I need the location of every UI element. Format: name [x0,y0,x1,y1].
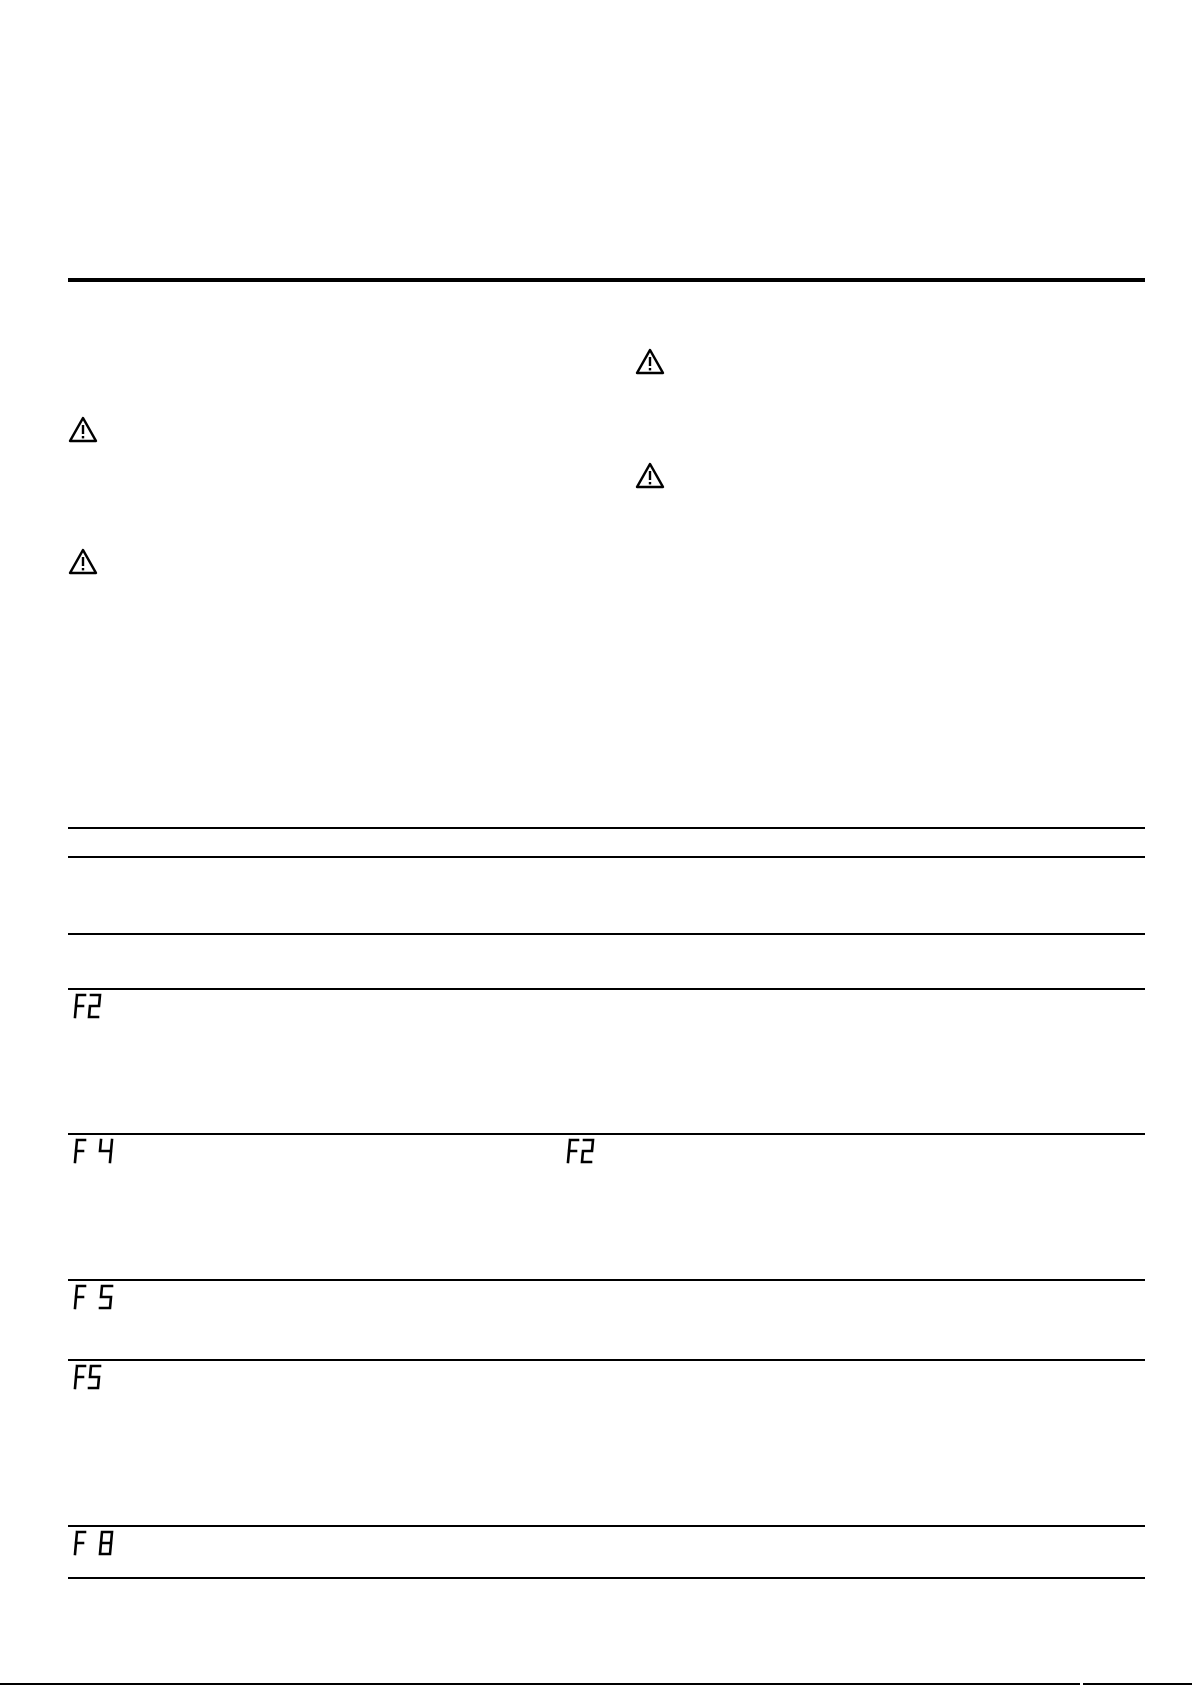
table-row-code [71,1530,117,1558]
table-row-rule [68,1133,1145,1135]
warning-triangle-icon [635,462,665,489]
table-row-rule [68,988,1145,990]
header-rule [68,278,1145,282]
table-bottom-rule [68,1577,1145,1579]
table-header-rule [68,856,1145,858]
table-row-rule [68,933,1145,935]
warning-triangle-icon [68,548,98,575]
table-row-rule [68,1279,1145,1281]
table-top-rule [68,827,1145,829]
table-row-rule [68,1359,1145,1361]
table-row-code [71,1138,117,1166]
warning-triangle-icon [635,348,665,375]
table-row-rule [68,1525,1145,1527]
fault-table [68,827,1145,1579]
table-row-second-code [564,1138,598,1166]
warning-triangle-icon [68,416,98,443]
table-row-code [71,993,105,1021]
table-row-code [71,1284,117,1312]
table-row-code [71,1364,105,1392]
